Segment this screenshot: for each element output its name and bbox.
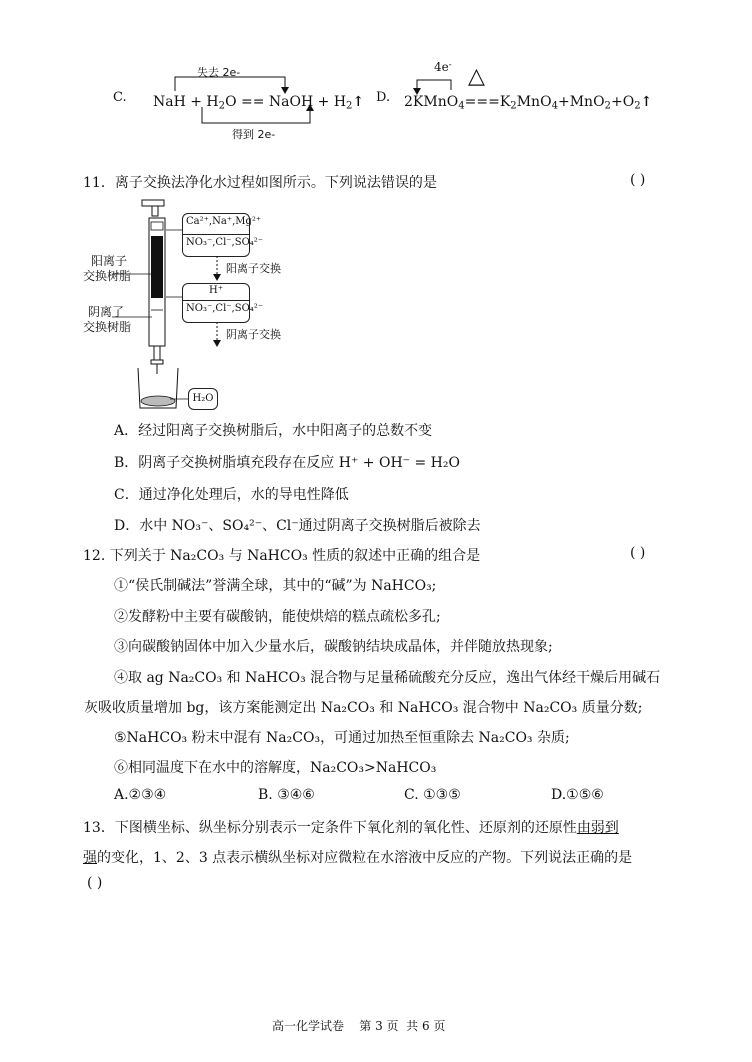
equation-c: NaH + $H_2O$ == NaOH + $H_2↑$ xyxy=(153,94,365,112)
q12-stem: 12. 下列关于 Na₂CO₃ 与 NaHCO₃ 性质的叙述中正确的组合是 xyxy=(83,548,481,564)
option-c-letter: C. xyxy=(113,90,127,105)
electrons-4e-label: 4e- xyxy=(434,60,452,74)
q12-choice-a: A.②③④ xyxy=(114,787,167,803)
box2-anions: NO₃⁻,Cl⁻,SO₄²⁻ xyxy=(186,303,264,314)
q11-option-d: D．水中 NO₃⁻、SO₄²⁻、Cl⁻通过阴离子交换树脂后被除去 xyxy=(114,518,481,534)
q12-item-2: ②发酵粉中主要有碳酸钠，能使烘焙的糕点疏松多孔; xyxy=(114,609,441,625)
q12-answer-paren: ( ) xyxy=(630,545,646,561)
q12-item-6: ⑥相同温度下在水中的溶解度，Na₂CO₃>NaHCO₃ xyxy=(114,760,437,776)
q11-answer-paren: ( ) xyxy=(630,172,646,188)
q12-item-4: ④取 ag Na₂CO₃ 和 NaHCO₃ 混合物与足量稀硫酸充分反应，逸出气体经干燥后用碱石 xyxy=(114,670,661,686)
cation-resin-label-2: 交换树脂 xyxy=(83,269,132,283)
anion-resin-label-1: 阴离了 xyxy=(88,305,125,319)
page-footer: 高一化学试卷 第 3 页 共 6 页 xyxy=(272,1019,446,1033)
after-cation-exchange-box xyxy=(182,283,264,323)
cation-resin-label-1: 阳离子 xyxy=(91,254,128,268)
q11-option-c: C．通过净化处理后，水的导电性降低 xyxy=(114,487,349,503)
q13-line-2: 强的变化，1、2、3 点表示横纵坐标对应微粒在水溶液中反应的产物。下列说法正确的是 xyxy=(83,850,633,866)
q12-item-1: ①“侯氏制碱法”誉满全球，其中的“碱”为 NaHCO₃; xyxy=(114,578,437,594)
q12-item-4-cont: 灰吸收质量增加 bg，该方案能测定出 Na₂CO₃ 和 NaHCO₃ 混合物中 Na₂CO₃ 质量分数; xyxy=(84,700,643,716)
lost-electrons-label: 失去 2e- xyxy=(197,66,241,79)
box1-anions: NO₃⁻,Cl⁻,SO₄²⁻ xyxy=(186,237,264,248)
q12-item-3: ③向碳酸钠固体中加入少量水后，碳酸钠结块成晶体，并伴随放热现象; xyxy=(114,639,553,655)
step1-dashed-arrow xyxy=(210,256,224,282)
q12-choice-d: D.①⑤⑥ xyxy=(551,787,604,803)
box1-cations: Ca²⁺,Na⁺,Mg²⁺ xyxy=(183,214,249,235)
anion-exchange-step: 阴离子交换 xyxy=(226,328,281,341)
q11-stem: 11．离子交换法净化水过程如图所示。下列说法错误的是 xyxy=(83,175,437,191)
heat-triangle-icon: △ xyxy=(468,64,485,89)
q11-option-b: B．阴离子交换树脂填充段存在反应 H⁺ + OH⁻ = H₂O xyxy=(114,455,460,471)
pure-water-box: H₂O xyxy=(188,388,218,410)
equation-d: $2KMnO_4===K_2MnO_4+MnO_2+O_2↑$ xyxy=(404,94,653,112)
q13-answer-paren: ( ) xyxy=(87,875,103,891)
q12-item-5: ⑤NaHCO₃ 粉末中混有 Na₂CO₃，可通过加热至恒重除去 Na₂CO₃ 杂质; xyxy=(114,730,570,746)
q12-choice-b: B. ③④⑥ xyxy=(258,787,315,803)
q12-choice-c: C. ①③⑤ xyxy=(404,787,461,803)
water-leader-line xyxy=(170,394,190,404)
option-d-letter: D. xyxy=(376,90,391,105)
gained-electrons-label: 得到 2e- xyxy=(232,128,276,141)
anion-resin-label-2: 交换树脂 xyxy=(83,320,132,334)
step2-dashed-arrow xyxy=(210,322,224,348)
box2-cations: H⁺ xyxy=(183,284,249,301)
q11-option-a: A．经过阳离子交换树脂后，水中阳离子的总数不变 xyxy=(114,423,433,439)
q13-line-1: 13．下图横坐标、纵坐标分别表示一定条件下氧化剂的氧化性、还原剂的还原性由弱到 xyxy=(83,820,619,836)
cation-exchange-step: 阳离子交换 xyxy=(226,262,281,275)
raw-water-ions-box xyxy=(182,213,264,257)
